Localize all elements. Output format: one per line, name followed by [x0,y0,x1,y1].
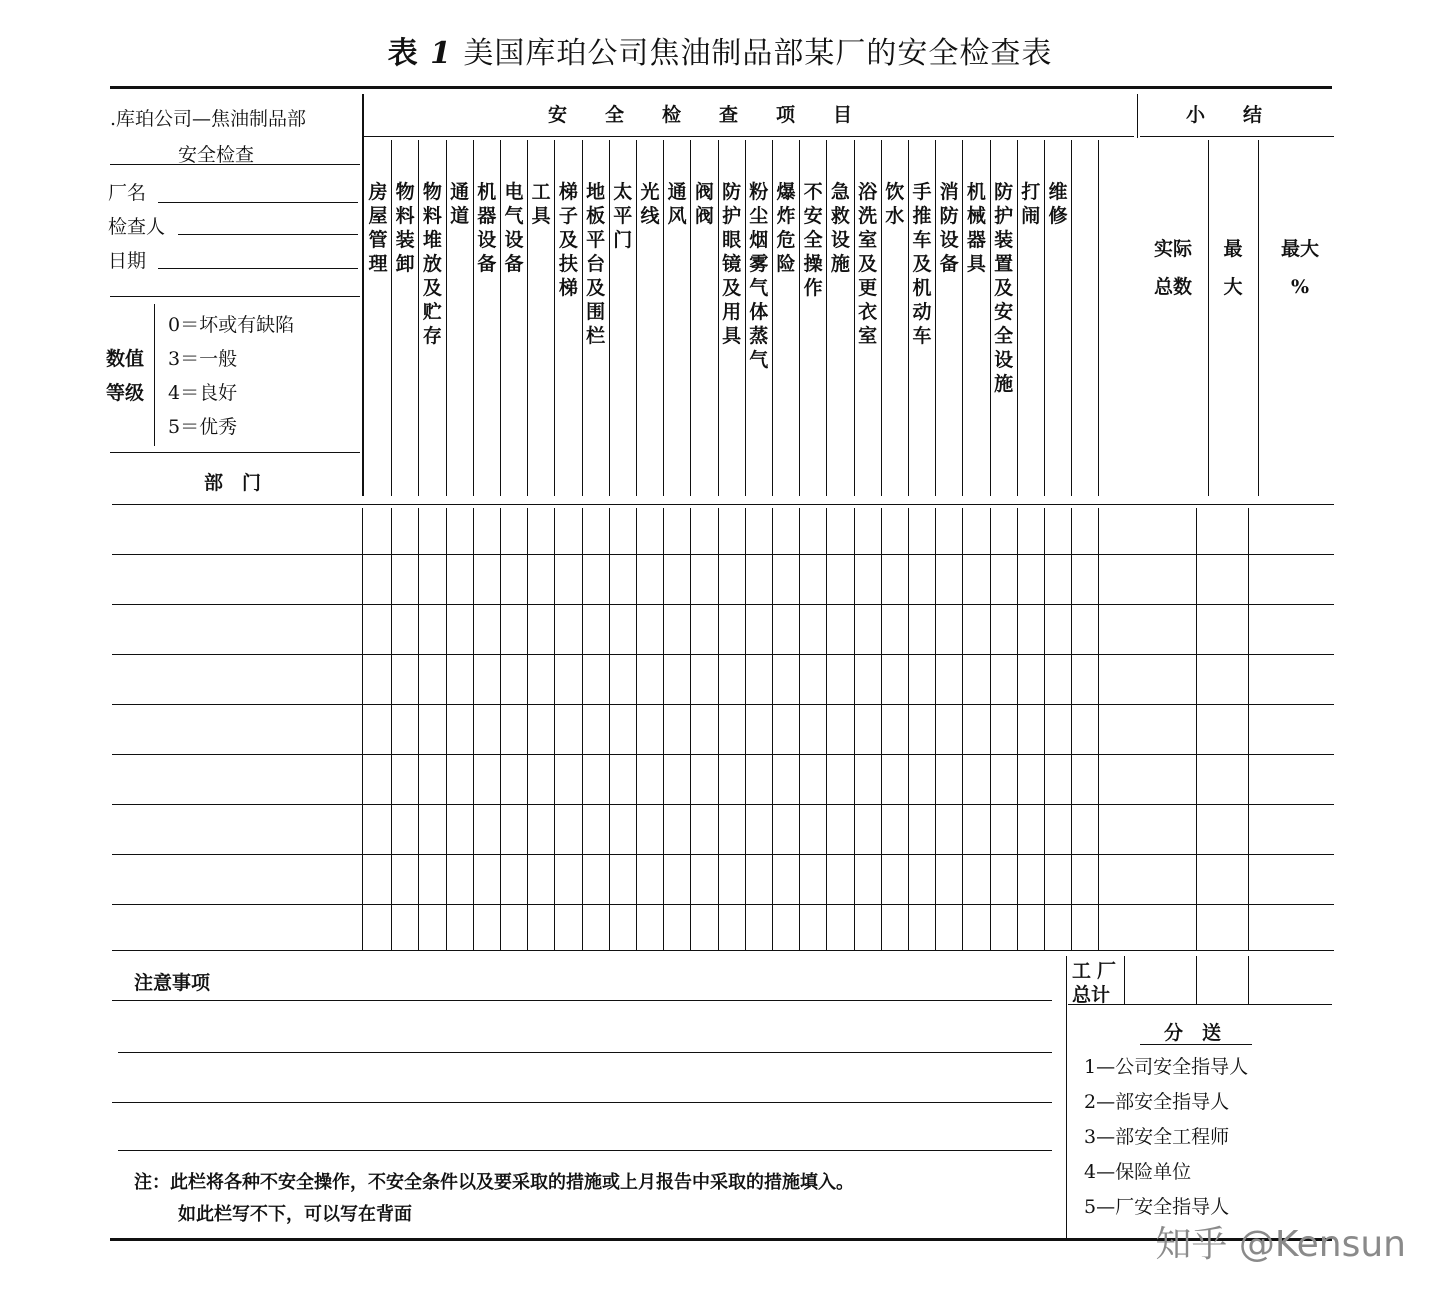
item-column-6: 电气设备 [504,181,524,275]
item-column-15: 粉尘烟雾气体蒸气 [749,181,769,371]
grid-column-line [935,508,936,950]
header-column-line [418,140,419,496]
header-column-line [772,140,773,496]
item-column-10: 太平门 [613,181,633,251]
item-column-11: 光线 [640,181,660,227]
factory-name-line [158,202,358,203]
item-column-12: 通风 [667,181,687,227]
grid-row-line [112,754,1334,755]
item-column-7: 工具 [531,181,551,227]
summary-max-line2: 大 [1223,276,1243,298]
header-column-line [881,140,882,496]
left-panel-divider [362,94,364,496]
summary-column-line [1258,140,1259,496]
summary-divider [1137,94,1138,138]
rating-bracket [154,304,155,446]
summary-max-percent [1262,230,1338,306]
header-column-line [718,140,719,496]
rating-bottom-line [110,452,360,453]
header-column-line [1098,140,1099,496]
summary-actual-line2: 总数 [1153,276,1192,298]
grid-column-line [745,508,746,950]
watermark: 知乎 @Kensun [1155,1224,1406,1265]
header-column-line [1071,140,1072,496]
item-column-17: 不安全操作 [803,181,823,299]
grid-column-line [1071,508,1072,950]
summary-percent-line2: % [1290,276,1310,298]
item-column-26: 维修 [1048,181,1068,227]
item-column-14: 防护眼镜及用具 [722,181,742,347]
header-column-line [908,140,909,496]
grid-column-line [527,508,528,950]
items-header: 安 全 检 查 项 目 [548,104,853,126]
header-column-line [799,140,800,496]
notes-line-3 [112,1102,1052,1103]
grid-column-line [854,508,855,950]
item-column-8: 梯子及扶梯 [558,181,578,299]
distribution-item-2: 2—部安全指导人 [1084,1091,1230,1113]
header-column-line [745,140,746,496]
grid-column-line [418,508,419,950]
grid-column-line [1017,508,1018,950]
rating-5: 5＝优秀 [168,416,238,438]
plant-total-bottom [1068,1004,1332,1005]
header-column-line [663,140,664,496]
grid-column-line [554,508,555,950]
grid-row-line [112,854,1334,855]
summary-actual-total [1138,230,1208,306]
top-border [110,86,1332,89]
item-column-13: 阀阀 [694,181,714,227]
distribution-item-5: 5—厂安全指导人 [1084,1196,1230,1218]
summary-column-line [1208,140,1209,496]
notes-footnote-2: 如此栏写不下，可以写在背面 [178,1204,412,1225]
factory-name-label: 厂名 [108,182,147,204]
rating-3: 3＝一般 [168,348,238,370]
item-column-19: 浴洗室及更衣室 [858,181,878,347]
distribution-item-4: 4—保险单位 [1084,1161,1192,1183]
grid-column-line [609,508,610,950]
grid-column-line [362,508,363,950]
grid-column-line [391,508,392,950]
grid-column-line [690,508,691,950]
grid-row-line [112,554,1334,555]
grid-column-line [799,508,800,950]
summary-percent-line1: 最大 [1280,238,1319,260]
grid-row-line [112,654,1334,655]
item-column-1: 房屋管理 [368,181,388,275]
items-header-underline [364,136,1134,137]
distribution-title-underline [1140,1044,1252,1045]
grid-column-line [446,508,447,950]
date-line [158,268,358,269]
distribution-divider [1066,956,1067,1238]
grid-column-line [908,508,909,950]
notes-line-1 [112,1000,1052,1001]
header-column-line [554,140,555,496]
header-column-line [990,140,991,496]
summary-max [1208,230,1258,306]
grid-column-line [1098,508,1099,950]
item-column-2: 物料装卸 [395,181,415,275]
grid-column-line [718,508,719,950]
header-column-line [446,140,447,496]
item-column-23: 机械器具 [966,181,986,275]
notes-title: 注意事项 [134,972,211,994]
grid-column-line [772,508,773,950]
summary-header-underline [1140,136,1334,137]
rating-label-value: 数值 [106,348,145,370]
department-label: 部 门 [204,472,262,494]
item-column-21: 手推车及机动车 [912,181,932,347]
bottom-border [110,1238,1332,1241]
item-column-24: 防护装置及安全设施 [994,181,1014,395]
distribution-item-3: 3—部安全工程师 [1084,1126,1230,1148]
item-column-4: 通道 [450,181,470,227]
subtitle-label: 安全检查 [178,144,255,166]
plant-total-2: 总计 [1072,984,1111,1006]
summary-header: 小 结 [1186,104,1263,126]
header-column-line [582,140,583,496]
grid-column-line [582,508,583,950]
grid-column-line [962,508,963,950]
plant-total-cell-1 [1124,956,1125,1004]
item-column-9: 地板平台及围栏 [586,181,606,347]
page-title [0,28,1440,72]
grid-column-line [500,508,501,950]
grid-column-line [636,508,637,950]
header-column-line [636,140,637,496]
grid-row-line [112,804,1334,805]
header-column-line [935,140,936,496]
inspector-label: 检查人 [108,216,166,238]
header-column-line [1017,140,1018,496]
plant-total-cell-3 [1248,956,1249,1004]
header-column-line [854,140,855,496]
grid-column-line [1044,508,1045,950]
header-column-line [826,140,827,496]
header-column-line [527,140,528,496]
header-column-line [962,140,963,496]
summary-max-line1: 最 [1223,238,1243,260]
header-column-line [690,140,691,496]
distribution-item-1: 1—公司安全指导人 [1084,1056,1249,1078]
title-text: 美国库珀公司焦油制品部某厂的安全检查表 [463,36,1053,71]
header-column-line [609,140,610,496]
header-column-line [500,140,501,496]
grid-column-line [473,508,474,950]
title-prefix: 表 [387,36,419,71]
notes-line-4 [118,1150,1052,1151]
grid-bottom-line [112,950,1334,951]
grid-row-line [112,504,1334,505]
grid-column-line [663,508,664,950]
grid-row-line [112,704,1334,705]
plant-total-cell-2 [1196,956,1197,1004]
grid-column-line [1248,508,1249,950]
date-label: 日期 [108,250,147,272]
notes-footnote-1: 注：此栏将各种不安全操作，不安全条件以及要采取的措施或上月报告中采取的措施填入。 [134,1172,854,1193]
header-column-line [473,140,474,496]
company-label: .库珀公司—焦油制品部 [110,108,307,130]
title-number: 1 [430,36,452,71]
distribution-title: 分 送 [1164,1022,1222,1044]
inspector-line [178,234,358,235]
notes-line-2 [118,1052,1052,1053]
rating-4: 4＝良好 [168,382,238,404]
header-column-line [1044,140,1045,496]
item-column-22: 消防设备 [939,181,959,275]
grid-column-line [881,508,882,950]
subtitle-underline [110,164,360,165]
grid-column-line [1196,508,1197,950]
grid-row-line [112,904,1334,905]
plant-total-1: 工厂 [1072,960,1123,982]
item-column-25: 打闹 [1021,181,1041,227]
item-column-18: 急救设施 [830,181,850,275]
item-column-3: 物料堆放及贮存 [422,181,442,347]
grid-column-line [826,508,827,950]
rating-label-grade: 等级 [106,382,145,404]
rating-0: 0＝坏或有缺陷 [168,314,295,336]
item-column-20: 饮水 [885,181,905,227]
grid-column-line [990,508,991,950]
item-column-5: 机器设备 [477,181,497,275]
summary-actual-line1: 实际 [1153,238,1192,260]
grid-row-line [112,604,1334,605]
rating-top-line [110,296,360,297]
item-column-16: 爆炸危险 [776,181,796,275]
header-column-line [391,140,392,496]
